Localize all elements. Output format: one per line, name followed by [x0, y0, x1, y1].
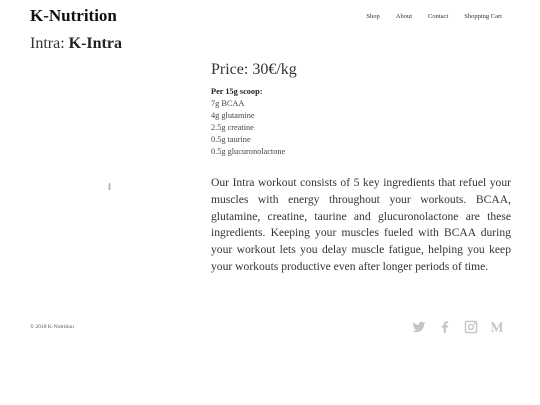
spec-item: 4g glutamine [211, 111, 255, 120]
site-header [30, 6, 510, 28]
medium-icon[interactable] [490, 320, 504, 334]
title-prefix: Intra: [30, 35, 65, 52]
product-image [108, 183, 111, 190]
instagram-icon[interactable] [464, 320, 478, 334]
facebook-icon[interactable] [438, 320, 452, 334]
nav-about[interactable]: About [395, 13, 413, 20]
nav-shop[interactable]: Shop [366, 13, 380, 20]
nav-shopping-cart[interactable]: Shopping Cart [464, 13, 502, 20]
product-name: K-Intra [68, 35, 122, 52]
nutrition-specs [211, 86, 511, 158]
nav-contact[interactable]: Contact [428, 13, 449, 20]
specs-heading: Per 15g scoop: [211, 87, 263, 96]
spec-item: 2.5g creatine [211, 123, 254, 132]
spec-item: 7g BCAA [211, 99, 245, 108]
product-price: Price: 30€/kg [211, 61, 297, 78]
spec-item: 0.5g glucuronolactone [211, 147, 286, 156]
social-links [400, 320, 504, 334]
product-description: Our Intra workout consists of 5 key ingredients that refuel your muscles with energy throughout your workouts. BCAA, glutamine, creatine, taurine and glucuronolactone are these ingredients. Keeping your muscles fueled with BCAA during your workout lets you delay muscle fatigue, helping you keep your workouts productive even after longer periods of time. [211, 176, 511, 273]
main-nav [350, 13, 502, 20]
copyright: © 2018 K-Nutrition [30, 324, 74, 330]
spec-item: 0.5g taurine [211, 135, 251, 144]
page-title [30, 35, 122, 53]
twitter-icon[interactable] [412, 320, 426, 334]
brand-logo[interactable]: K-Nutrition [30, 6, 117, 25]
